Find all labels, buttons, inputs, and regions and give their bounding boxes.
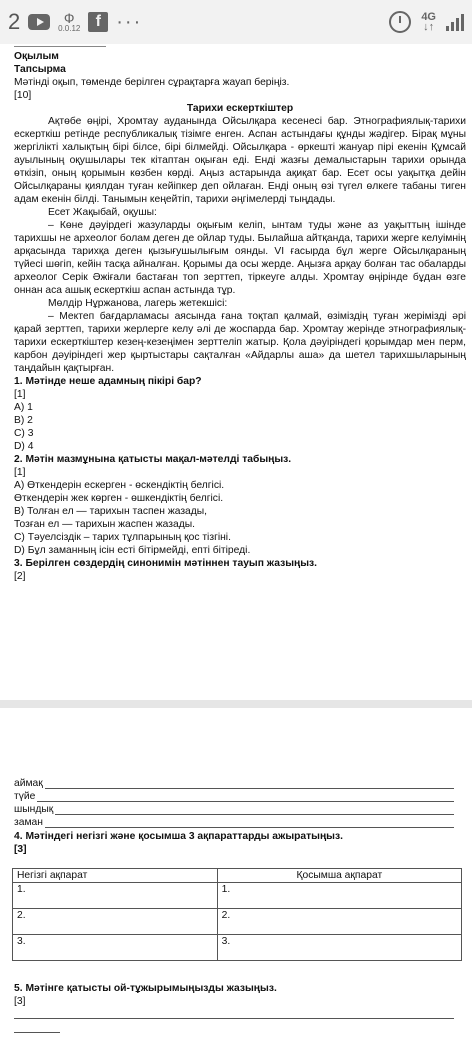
- q2-option: Өткендерін жек көрген - өшкендіктің белгісі.: [14, 493, 224, 504]
- speaker-2: Мөлдір Нұржанова, лагерь жетекшісі:: [48, 298, 228, 309]
- column-header-additional: Қосымша ақпарат: [217, 869, 461, 883]
- blank-row[interactable]: [14, 804, 454, 815]
- blank-row[interactable]: [14, 778, 454, 789]
- answer-line[interactable]: [37, 792, 454, 802]
- table-cell[interactable]: 1.: [13, 883, 218, 909]
- answer-line[interactable]: [55, 805, 454, 815]
- question-4: 4. Мәтіндегі негізгі және қосымша 3 ақпараттарды ажыратыңыз.: [14, 831, 343, 842]
- signal-icon: [446, 13, 464, 31]
- info-table: [12, 868, 462, 961]
- table-header-row: [13, 869, 462, 883]
- q1-option[interactable]: C) 3: [14, 428, 34, 439]
- more-notifications-icon: ···: [116, 10, 143, 33]
- paragraph-2: – Көне дәуірдегі жазуларды оқығым келіп, ынтам туды және аз уақыттың ішінде тарихшы не археолог болам деген де ойлар туды. Былайша айтқанда, тарихи жерге келуімнің арқасында тарихқа деген қызығушылығым оянды. VI ғасырда бұл жерге Ойсылқараның түйесі шөгіп, кейін тасқа айналған. Қорымы да осы жерде. Аңызға арқау болған тас обаларды археолог Серік Әжіғали бастаған топ зерттеп, тіркеуге алды. Хромтау өңірінде бұдан өзге оннан аса ашық ескерткіш аспан астында тұр.: [14, 220, 466, 296]
- page-divider: [0, 700, 472, 708]
- question-4-block: [14, 830, 343, 856]
- question-4-score: [3]: [14, 844, 27, 855]
- reading-task: [14, 50, 466, 583]
- q1-option[interactable]: A) 1: [14, 402, 33, 413]
- speaker-1: Есет Жақыбай, оқушы:: [48, 207, 157, 218]
- text-title: Тарихи ескерткіштер: [186, 103, 294, 114]
- blank-word: аймақ: [14, 778, 43, 789]
- answer-line[interactable]: [14, 1032, 60, 1033]
- section-heading: Оқылым: [14, 51, 59, 62]
- question-2-score: [1]: [14, 467, 26, 478]
- column-header-main: Негізгі ақпарат: [13, 869, 218, 883]
- paragraph-3: – Мектеп бағдарламасы аясында ғана тоқтап қалмай, өзіміздің туған жерімізді әрі қарай зерттеп, тарихи жерлерге келу әлі де жоспарда бар. Хромтау жерінде этнографиялық-тарихи ескерткіштер кезең-кезеңімен зерттеліп жатыр. Қола дәуіріндегі қорымдар мен перм, карбон дәуіріндегі жер қыртыстары сақталған «Айдарлы аша» да шетел тарихшыларының таңдайын қақтырған.: [14, 311, 466, 374]
- table-cell[interactable]: 2.: [217, 909, 461, 935]
- facebook-icon: f: [88, 12, 108, 32]
- network-type: 4G ↓↑: [421, 11, 436, 33]
- score-total: [10]: [14, 90, 32, 101]
- app-icon: Ф 0.0.12: [58, 9, 81, 33]
- instruction: Мәтінді оқып, төменде берілген сұрақтарға жауап беріңіз.: [14, 77, 290, 88]
- q2-option[interactable]: B) Толған ел — тарихын таспен жазады,: [14, 506, 208, 517]
- table-cell[interactable]: 3.: [13, 935, 218, 961]
- task-heading: Тапсырма: [14, 64, 66, 75]
- blank-row[interactable]: [14, 791, 454, 802]
- q2-option: Тозған ел — тарихын жаспен жазады.: [14, 519, 195, 530]
- question-1: 1. Мәтінде неше адамның пікірі бар?: [14, 376, 202, 387]
- blank-row[interactable]: [14, 817, 454, 828]
- question-2: 2. Мәтін мазмұнына қатысты мақал-мәтелді табыңыз.: [14, 454, 292, 465]
- table-cell[interactable]: 3.: [217, 935, 461, 961]
- answer-line[interactable]: [45, 818, 454, 828]
- status-time: 2: [8, 9, 21, 34]
- q2-option[interactable]: D) Бұл заманның ісін есті бітірмейді, епті бітіреді.: [14, 545, 251, 556]
- table-row: [13, 935, 462, 961]
- question-3-score: [2]: [14, 571, 26, 582]
- question-5-block: [14, 982, 277, 1008]
- question-3: 3. Берілген сөздердің синонимін мәтіннен тауып жазыңыз.: [14, 558, 317, 569]
- table-cell[interactable]: 1.: [217, 883, 461, 909]
- q1-option[interactable]: D) 4: [14, 441, 34, 452]
- status-bar: [0, 0, 472, 44]
- table-cell[interactable]: 2.: [13, 909, 218, 935]
- youtube-icon: [28, 14, 50, 30]
- table-row: [13, 909, 462, 935]
- q2-option[interactable]: A) Өткендерін ескерген - өскендіктің белгісі.: [14, 480, 225, 491]
- paragraph-1: Ақтөбе өңірі, Хромтау ауданында Ойсылқара кесенесі бар. Этнографиялық-тарихи ескерткіш ретінде республикалық тізімге енген. Аспан астындағы құнды жәдігер. Бірақ мұны жергілікті халықтың бірі білсе, бірі білмейді. Ойсылқара - өркешті жануар пірі екенін Құмсай ауылының оқушылары тек кітаптан оқыған еді. Енді жазғы демалыстарын тарихи орында өткізіп, оның қорымын көзбен көрді. Аңыз астарында ақиқат бар. Есет осы уақытқа дейін Ойсылқараны қиялдан туған кейіпкер деп ойлаған. Енді оның өзі түгел өлкеге табаны тиген адам екенін білді. Танымын кеңейтіп, тарихи әңгімелерді тыңдады.: [14, 116, 466, 205]
- blank-word: түйе: [14, 791, 36, 802]
- q2-option[interactable]: C) Тәуелсіздік – тарих тұлпарының қос тізгіні.: [14, 532, 231, 543]
- table-row: [13, 883, 462, 909]
- answer-line[interactable]: [45, 779, 454, 789]
- blank-word: шындық: [14, 804, 54, 815]
- alarm-icon: [389, 11, 411, 33]
- header-rule: [14, 46, 106, 47]
- question-1-score: [1]: [14, 389, 26, 400]
- question-5: 5. Мәтінге қатысты ой-тұжырымыңызды жазыңыз.: [14, 983, 277, 994]
- blank-word: заман: [14, 817, 43, 828]
- question-5-score: [3]: [14, 996, 26, 1007]
- q1-option[interactable]: B) 2: [14, 415, 33, 426]
- answer-line[interactable]: [14, 1018, 454, 1019]
